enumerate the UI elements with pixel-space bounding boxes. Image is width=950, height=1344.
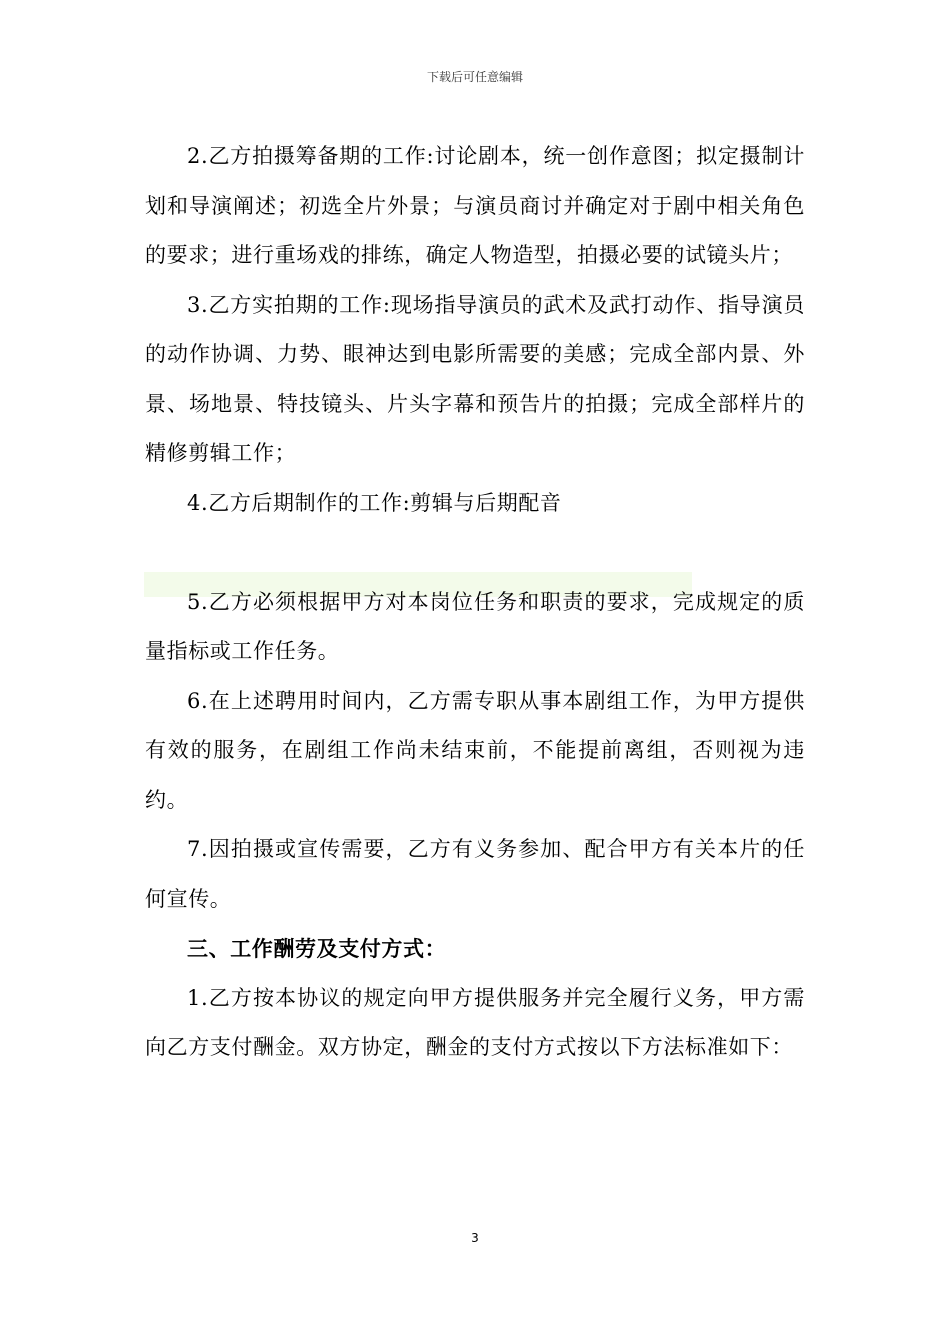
paragraph-6-exclusive-service: 6.在上述聘用时间内，乙方需专职从事本剧组工作，为甲方提供有效的服务，在剧组工作尚未结束前，不能提前离组，否则视为违约。 — [145, 688, 805, 812]
section-heading-payment: 三、工作酬劳及支付方式： — [187, 936, 447, 961]
document-body — [145, 132, 805, 1073]
paragraph-4-postproduction: 4.乙方后期制作的工作:剪辑与后期配音 — [187, 490, 562, 515]
paragraph-7-promotion: 7.因拍摄或宣传需要，乙方有义务参加、配合甲方有关本片的任何宣传。 — [145, 837, 805, 911]
paragraph-2-preproduction: 2.乙方拍摄筹备期的工作:讨论剧本，统一创作意图；拟定摄制计划和导演阐述；初选全片外景；与演员商讨并确定对于剧中相关角色的要求；进行重场戏的排练，确定人物造型，拍摄必要的试镜头片； — [145, 144, 805, 267]
page-number: 3 — [471, 1231, 479, 1245]
paragraph-payment-1: 1.乙方按本协议的规定向甲方提供服务并完全履行义务，甲方需向乙方支付酬金。双方协定，酬金的支付方式按以下方法标准如下： — [145, 985, 805, 1059]
paragraph-5-requirements: 5.乙方必须根据甲方对本岗位任务和职责的要求，完成规定的质量指标或工作任务。 — [145, 589, 805, 663]
page-header: 下载后可任意编辑 — [426, 70, 523, 84]
paragraph-3-shooting: 3.乙方实拍期的工作:现场指导演员的武术及武打动作、指导演员的动作协调、力势、眼神达到电影所需要的美感；完成全部内景、外景、场地景、特技镜头、片头字幕和预告片的拍摄；完成全部样片的精修剪辑工作； — [145, 292, 805, 465]
